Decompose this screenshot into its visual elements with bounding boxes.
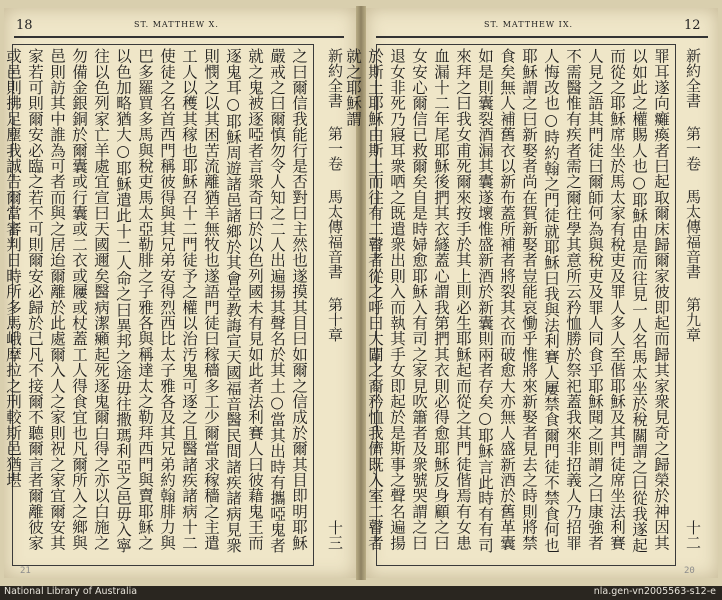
side-page-numeral: 十二 xyxy=(684,520,702,550)
side-page-numeral: 十三 xyxy=(326,520,344,550)
side-title: 新約全書 第一卷 馬太傳福音書 第十章 xyxy=(326,48,344,342)
pencil-mark: 21 xyxy=(20,566,31,576)
left-page xyxy=(4,8,356,578)
header-rule xyxy=(376,36,708,38)
pencil-mark: 20 xyxy=(684,566,695,576)
running-head: ST. MATTHEW X. xyxy=(134,20,219,29)
footer-identifier: nla.gen-vn2005563-s12-e xyxy=(593,586,716,597)
page-number: 18 xyxy=(16,18,33,33)
header-rule xyxy=(14,36,344,38)
chinese-body-text: 罪耳遂向癱瘓者曰起取爾床歸爾家彼即起而歸其家衆見奇之歸榮於神因其以如此之權賜人也○耶穌由是而往見一人名馬太坐於稅關謂之曰從我遂起而從之耶穌席坐於馬太家有稅吏及罪人多人至偕耶穌及其門徒席坐法利賽人見之語其門徒曰爾師何為與稅吏及罪人同食乎耶穌聞之則謂之曰康強者不需醫惟有疾者需之爾往學其意所云矜恤勝於祭祀蓋我來非招義人乃招罪人悔改也○時約翰之門徒就耶穌曰我與法利賽人屢禁食爾門徒不禁食何也耶穌謂之曰新娶者尚在賀新娶者豈能哀慟乎惟將來新娶者見去之時則將禁食矣無人補舊衣以新布蓋所補者將裂其衣而破愈大亦無人盛新酒於舊革囊如是則囊裂酒漏其囊遂壞惟盛新酒於新囊則兩者存矣○耶穌言此時有有司來拜之曰我女甫死爾來按手於其上則必生耶穌起而從之其門徒偕焉有女患血漏十二年尾耶穌後捫其衣繸蓋心謂我第捫其衣則必得愈耶穌反身顧之曰女安心爾信已救爾矣自是時婦愈耶穌入有司之家見吹簫者及衆號哭謂之曰退女非死乃寢耳衆哂之既遣衆出則入而執其手女即起於是斯事之聲名遍揚於斯土耶穌由斯土而往有二瞽者從之呼曰大闢之裔矜恤我儕既入室二瞽者就之耶穌謂 xyxy=(344,48,670,553)
chinese-body-text: 之曰爾信我能行是否對曰主然也遂摸其目曰如爾之信成於爾其目即明耶穌嚴戒之曰爾慎勿令人知之二人出遍揚其聲名於其土○當其出時有攜啞鬼者就之鬼被逐啞者言衆奇曰於以色列國未有見如此者法利賽人曰彼藉鬼王而逐鬼耳○耶穌周遊諸邑諸鄉於其會堂教誨宣天國福音醫民間諸疾諸病見衆則憫之以其困苦流離猶羊無牧也遂語門徒曰稼穡多工少爾當求稼穡之主遣工人以穫其稼也耶穌召十二門徒予之權以治汚鬼可逐之且醫諸疾諸病十二使徒之名首西門稱彼得與其兄弟安得烈西比太子雅各及其兄弟約翰腓力與巴多羅買多馬與稅吏馬太亞勒腓之子雅各與稱達太之勒拜西門與賣耶穌之以色加略猶大○耶穌遣此十二人命之曰異邦之途毋往撒瑪利亞之邑毋入寧往以色列家亡羊處宜宣曰天國邇矣醫病潔癩起死逐鬼爾白得之亦以白施之勿備金銀銅於爾囊或行囊或二衣或屨或杖蓋工人得食宜也凡爾所入之鄉與邑則訪其中誰為可者而與之居迨爾離於此處爾入人之家則祝之家宜爾安其家若可則爾安必臨之若不可則爾安必歸於己凡不接爾不聽爾言者爾離彼家或邑則拂足塵我誠告爾當審判日時所多馬峨摩拉之刑較斯邑猶堪 xyxy=(4,48,308,553)
side-title: 新約全書 第一卷 馬太傳福音書 第九章 xyxy=(684,48,702,342)
page-number: 12 xyxy=(684,18,701,33)
right-page xyxy=(344,8,718,578)
footer-credit: National Library of Australia xyxy=(4,586,138,597)
running-head: ST. MATTHEW IX. xyxy=(484,20,574,29)
